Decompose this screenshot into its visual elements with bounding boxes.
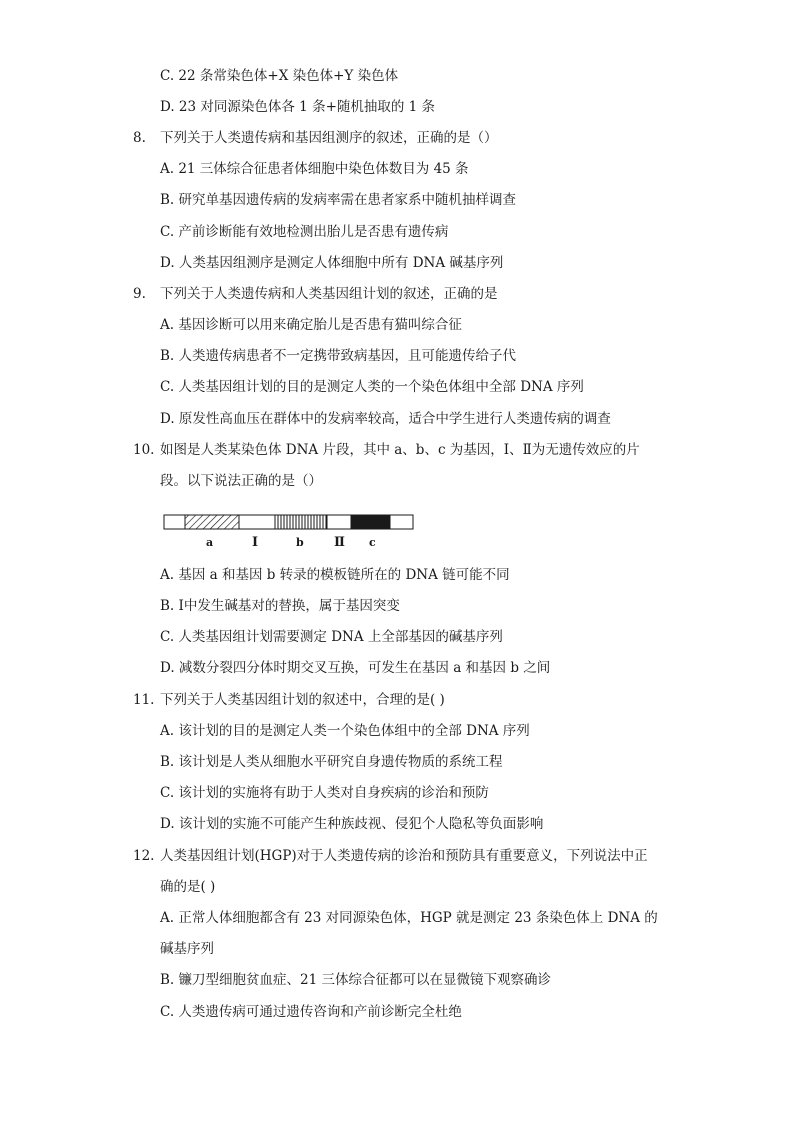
q9-option-b: B. 人类遗传病患者不一定携带致病基因，且可能遗传给子代 bbox=[160, 348, 517, 364]
q10-option-b: B. Ⅰ中发生碱基对的替换，属于基因突变 bbox=[160, 598, 400, 614]
q8-option-c: C. 产前诊断能有效地检测出胎儿是否患有遗传病 bbox=[160, 224, 449, 240]
q9-option-c: C. 人类基因组计划的目的是测定人类的一个染色体组中全部 DNA 序列 bbox=[160, 379, 584, 395]
q8-stem: 下列关于人类遗传病和基因组测序的叙述，正确的是（） bbox=[160, 130, 498, 146]
q11-option-b: B. 该计划是人类从细胞水平研究自身遗传物质的系统工程 bbox=[160, 754, 503, 770]
q7-option-c: C. 22 条常染色体+X 染色体+Y 染色体 bbox=[160, 68, 399, 84]
q8-number: 8. bbox=[133, 130, 146, 146]
q12-stem: 人类基因组计划(HGP)对于人类遗传病的诊治和预防具有重要意义，下列说法中正 bbox=[160, 848, 648, 864]
gene-a-region bbox=[185, 515, 239, 529]
dna-segment-diagram bbox=[163, 512, 415, 552]
label-i: Ⅰ bbox=[252, 535, 259, 550]
q9-number: 9. bbox=[133, 286, 146, 302]
q7-option-d: D. 23 对同源染色体各 1 条+随机抽取的 1 条 bbox=[160, 99, 436, 115]
q8-option-b: B. 研究单基因遗传病的发病率需在患者家系中随机抽样调查 bbox=[160, 192, 517, 208]
region-i bbox=[239, 515, 275, 529]
dna-segment-left-end bbox=[164, 515, 185, 529]
gene-b-region bbox=[275, 515, 327, 529]
q12-option-a: A. 正常人体细胞都含有 23 对同源染色体，HGP 就是测定 23 条染色体上 DNA 的 bbox=[160, 910, 658, 926]
q9-stem: 下列关于人类遗传病和人类基因组计划的叙述，正确的是 bbox=[160, 286, 498, 302]
q10-option-c: C. 人类基因组计划需要测定 DNA 上全部基因的碱基序列 bbox=[160, 629, 503, 645]
label-ii: Ⅱ bbox=[334, 535, 345, 550]
q9-option-a: A. 基因诊断可以用来确定胎儿是否患有猫叫综合征 bbox=[160, 317, 462, 333]
label-a: a bbox=[206, 536, 214, 549]
q10-stem: 如图是人类某染色体 DNA 片段，其中 a、b、c 为基因，Ⅰ、Ⅱ为无遗传效应的片 bbox=[160, 442, 640, 458]
q12-option-b: B. 镰刀型细胞贫血症、21 三体综合征都可以在显微镜下观察确诊 bbox=[160, 972, 551, 988]
region-ii bbox=[327, 515, 351, 529]
q11-number: 11. bbox=[133, 692, 155, 708]
q9-option-d: D. 原发性高血压在群体中的发病率较高，适合中学生进行人类遗传病的调查 bbox=[160, 411, 611, 427]
gene-c-region bbox=[351, 515, 390, 529]
q11-option-a: A. 该计划的目的是测定人类一个染色体组中的全部 DNA 序列 bbox=[160, 723, 530, 739]
q10-number: 10. bbox=[133, 442, 155, 458]
q10-stem-continued: 段。以下说法正确的是（） bbox=[160, 473, 322, 489]
q12-stem-continued: 确的是( ) bbox=[160, 879, 216, 895]
q12-option-c: C. 人类遗传病可通过遗传咨询和产前诊断完全杜绝 bbox=[160, 1004, 462, 1020]
q10-option-a: A. 基因 a 和基因 b 转录的模板链所在的 DNA 链可能不同 bbox=[160, 567, 510, 583]
q11-option-d: D. 该计划的实施不可能产生种族歧视、侵犯个人隐私等负面影响 bbox=[160, 816, 544, 832]
dna-segment-right-end bbox=[390, 515, 413, 529]
q8-option-a: A. 21 三体综合征患者体细胞中染色体数目为 45 条 bbox=[160, 161, 469, 177]
label-c: c bbox=[369, 536, 376, 549]
q8-option-d: D. 人类基因组测序是测定人体细胞中所有 DNA 碱基序列 bbox=[160, 255, 504, 271]
q10-option-d: D. 减数分裂四分体时期交叉互换，可发生在基因 a 和基因 b 之间 bbox=[160, 660, 551, 676]
q11-option-c: C. 该计划的实施将有助于人类对自身疾病的诊治和预防 bbox=[160, 785, 489, 801]
label-b: b bbox=[296, 536, 304, 549]
q12-number: 12. bbox=[133, 848, 155, 864]
q12-option-a-continued: 碱基序列 bbox=[160, 941, 214, 957]
q11-stem: 下列关于人类基因组计划的叙述中，合理的是( ) bbox=[160, 692, 445, 708]
